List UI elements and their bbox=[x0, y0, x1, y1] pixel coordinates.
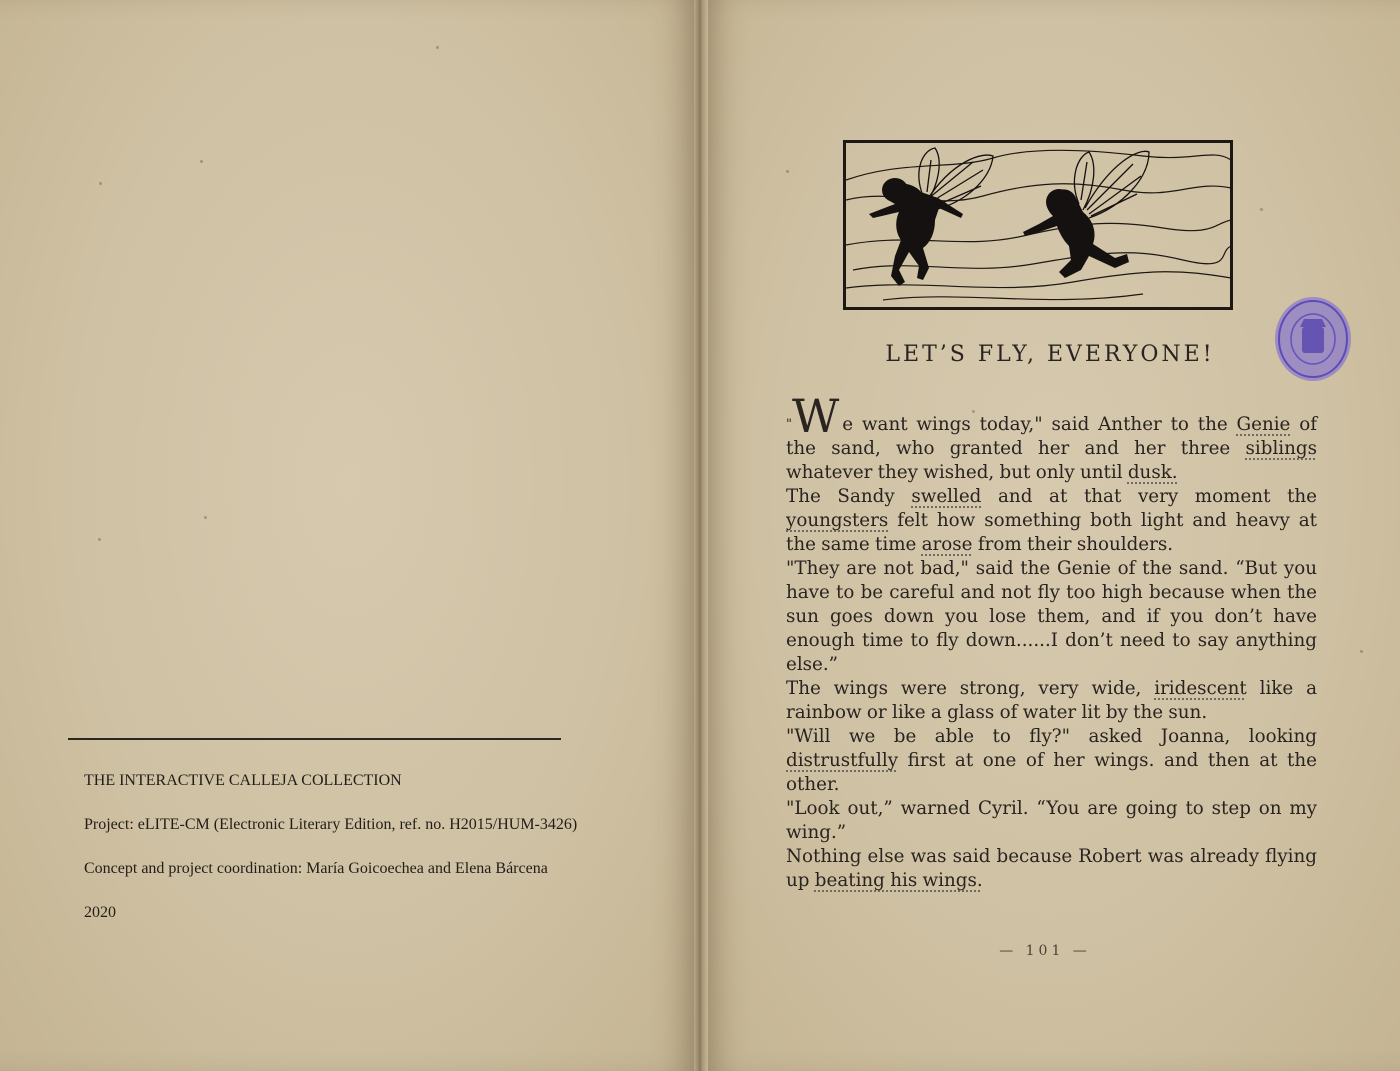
glossary-term-arose[interactable]: arose bbox=[921, 534, 973, 555]
chapter-title: LET’S FLY, EVERYONE! bbox=[885, 342, 1215, 367]
story-text-run: The wings were strong, very wide, bbox=[786, 678, 1155, 699]
story-paragraph bbox=[786, 845, 1317, 893]
opening-quote: " bbox=[786, 417, 792, 432]
story-paragraph bbox=[786, 677, 1317, 725]
story-text-run: felt how something both light and heavy at the same time bbox=[786, 510, 1317, 555]
glossary-term-dusk[interactable]: dusk. bbox=[1127, 462, 1178, 483]
story-text-run: and at that very moment the bbox=[981, 486, 1318, 507]
publication-year: 2020 bbox=[84, 904, 116, 921]
story-paragraph: "They are not bad," said the Genie of the sand. “But you have to be careful and not fly too high because when the sun goes down you lose them, and if you don’t have enough time to fly down......I don’t need to say anything else.” bbox=[786, 558, 1317, 675]
story-paragraph: "Look out,” warned Cyril. “You are going to step on my wing.” bbox=[786, 798, 1317, 843]
glossary-term-distrustfully[interactable]: distrustfully bbox=[786, 750, 899, 771]
glossary-term-genie[interactable]: Genie bbox=[1236, 414, 1291, 435]
story-text-run: first at one of her wings. and then at the other. bbox=[786, 750, 1317, 795]
project-credit: Project: eLITE-CM (Electronic Literary Edition, ref. no. H2015/HUM-3426) bbox=[84, 816, 578, 833]
page-number: — 101 — bbox=[999, 943, 1091, 959]
colophon-divider bbox=[68, 738, 561, 740]
glossary-term-iridescent[interactable]: iridescent bbox=[1154, 678, 1247, 699]
colophon bbox=[84, 770, 606, 946]
story-paragraph bbox=[786, 485, 1317, 557]
story-text bbox=[786, 389, 1318, 893]
glossary-term-siblings[interactable]: siblings bbox=[1245, 438, 1317, 459]
story-text-run: from their shoulders. bbox=[972, 534, 1174, 555]
story-text-run: whatever they wished, but only until bbox=[786, 462, 1128, 483]
story-text-run: "Will we be able to fly?" asked Joanna, looking bbox=[786, 726, 1317, 747]
drop-cap: W bbox=[791, 389, 840, 443]
coordination-credit: Concept and project coordination: María Goicoechea and Elena Bárcena bbox=[84, 860, 548, 877]
story-text-run: like a rainbow or like a glass of water lit by the sun. bbox=[786, 678, 1317, 723]
story-text-run: The Sandy bbox=[786, 486, 912, 507]
story-text-run: Nothing else was said because Robert was already flying up bbox=[786, 846, 1317, 891]
story-paragraph bbox=[786, 389, 1317, 485]
flying-fairies-illustration bbox=[843, 140, 1233, 310]
story-text-run: of the sand, who granted her and her three bbox=[786, 414, 1317, 459]
book-gutter bbox=[694, 0, 708, 1071]
story-paragraph bbox=[786, 725, 1317, 797]
story-text-run: e want wings today," said Anther to the bbox=[842, 414, 1237, 435]
glossary-term-swelled[interactable]: swelled bbox=[911, 486, 982, 507]
glossary-term-youngsters[interactable]: youngsters bbox=[786, 510, 889, 531]
library-stamp bbox=[1270, 293, 1356, 385]
glossary-term-beating-his-wings[interactable]: beating his wings. bbox=[814, 870, 983, 891]
collection-name: THE INTERACTIVE CALLEJA COLLECTION bbox=[84, 772, 402, 789]
